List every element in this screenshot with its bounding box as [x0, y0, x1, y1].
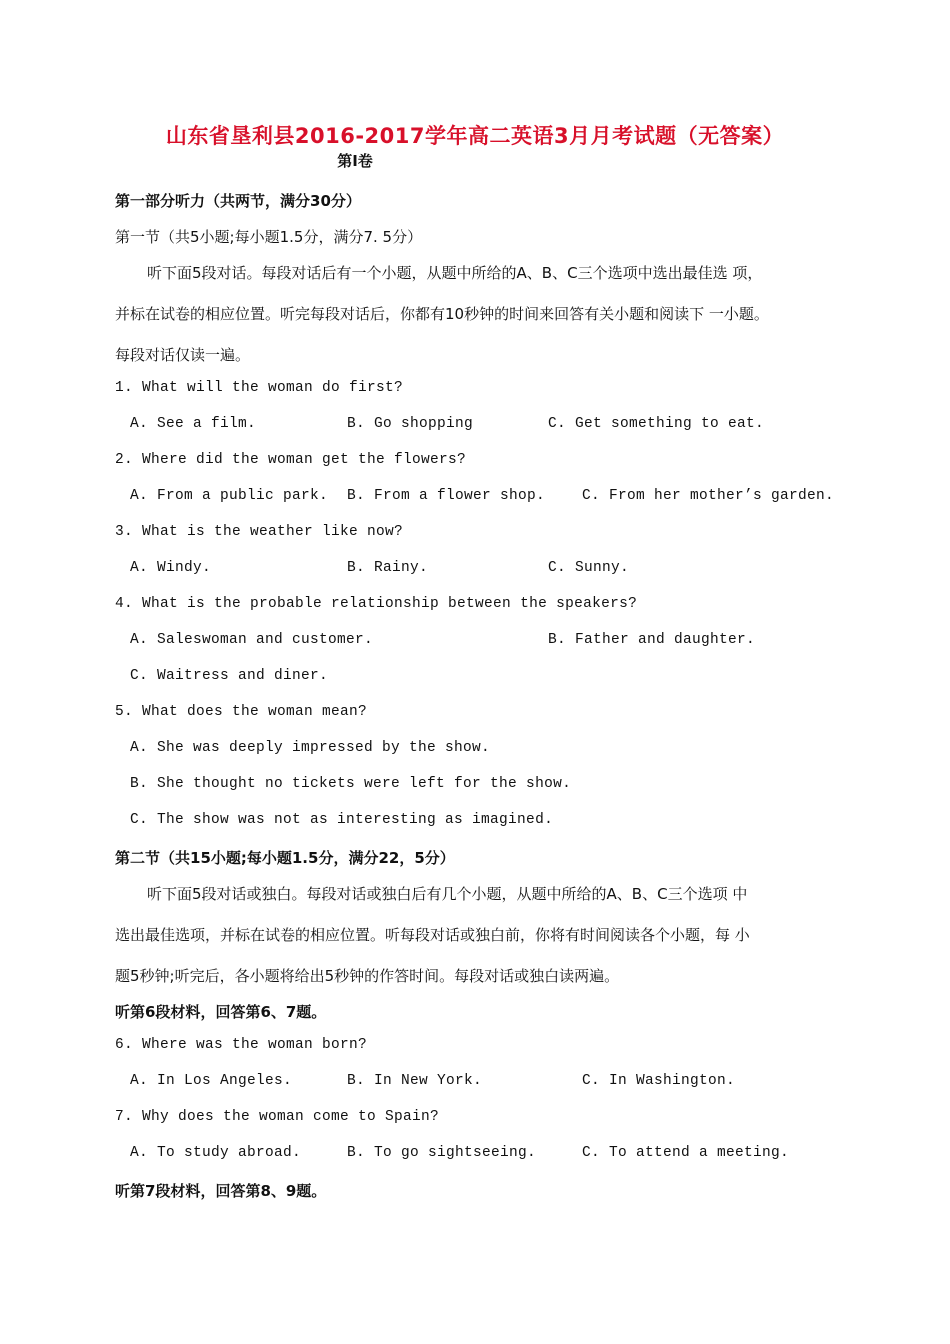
q6-option-b: B. In New York. [347, 1073, 483, 1089]
q5-option-c: C. The show was not as interesting as imagined. [130, 812, 554, 828]
q1-option-c: C. Get something to eat. [548, 416, 765, 432]
q5-option-a: A. She was deeply impressed by the show. [130, 740, 491, 756]
section2-heading: 第二节（共15小题;每小题1.5分，满分22，5分） [115, 849, 455, 867]
section2-instruction-3: 题5秒钟;听完后，各小题将给出5秒钟的作答时间。每段对话或独白读两遍。 [115, 967, 620, 985]
q1-option-a: A. See a film. [130, 416, 257, 432]
question-6: 6. Where was the woman born? [115, 1037, 368, 1053]
part1-heading: 第一部分听力（共两节，满分30分） [115, 192, 361, 210]
question-2: 2. Where did the woman get the flowers? [115, 452, 467, 468]
q6-option-c: C. In Washington. [582, 1073, 736, 1089]
section2-instruction-1: 听下面5段对话或独白。每段对话或独白后有几个小题，从题中所给的A、B、C三个选项 中 [147, 885, 748, 903]
q7-option-c: C. To attend a meeting. [582, 1145, 790, 1161]
q4-option-c: C. Waitress and diner. [130, 668, 329, 684]
section1-instruction-1: 听下面5段对话。每段对话后有一个小题，从题中所给的A、B、C三个选项中选出最佳选 项， [147, 264, 763, 282]
q1-option-b: B. Go shopping [347, 416, 474, 432]
material-6-heading: 听第6段材料，回答第6、7题。 [115, 1003, 327, 1021]
q3-option-c: C. Sunny. [548, 560, 630, 576]
q5-option-b: B. She thought no tickets were left for the show. [130, 776, 572, 792]
page-title: 山东省垦利县2016-2017学年高二英语3月月考试题（无答案） [165, 124, 785, 148]
section1-instruction-2: 并标在试卷的相应位置。听完每段对话后，你都有10秒钟的时间来回答有关小题和阅读下 一小题。 [115, 305, 769, 323]
q4-option-a: A. Saleswoman and customer. [130, 632, 374, 648]
q4-option-b: B. Father and daughter. [548, 632, 756, 648]
q3-option-b: B. Rainy. [347, 560, 429, 576]
question-7: 7. Why does the woman come to Spain? [115, 1109, 440, 1125]
q2-option-a: A. From a public park. [130, 488, 329, 504]
q2-option-c: C. From her mother’s garden. [582, 488, 835, 504]
section1-instruction-3: 每段对话仅读一遍。 [115, 346, 251, 364]
material-7-heading: 听第7段材料，回答第8、9题。 [115, 1182, 327, 1200]
volume-label: 第Ⅰ卷 [337, 152, 373, 170]
question-1: 1. What will the woman do first? [115, 380, 404, 396]
q7-option-a: A. To study abroad. [130, 1145, 302, 1161]
question-5: 5. What does the woman mean? [115, 704, 368, 720]
section2-instruction-2: 选出最佳选项，并标在试卷的相应位置。听每段对话或独白前，你将有时间阅读各个小题，每 小 [115, 926, 750, 944]
q3-option-a: A. Windy. [130, 560, 212, 576]
question-4: 4. What is the probable relationship between the speakers? [115, 596, 638, 612]
q2-option-b: B. From a flower shop. [347, 488, 546, 504]
q7-option-b: B. To go sightseeing. [347, 1145, 537, 1161]
q6-option-a: A. In Los Angeles. [130, 1073, 293, 1089]
section1-heading: 第一节（共5小题;每小题1.5分，满分7. 5分） [115, 228, 423, 246]
question-3: 3. What is the weather like now? [115, 524, 404, 540]
